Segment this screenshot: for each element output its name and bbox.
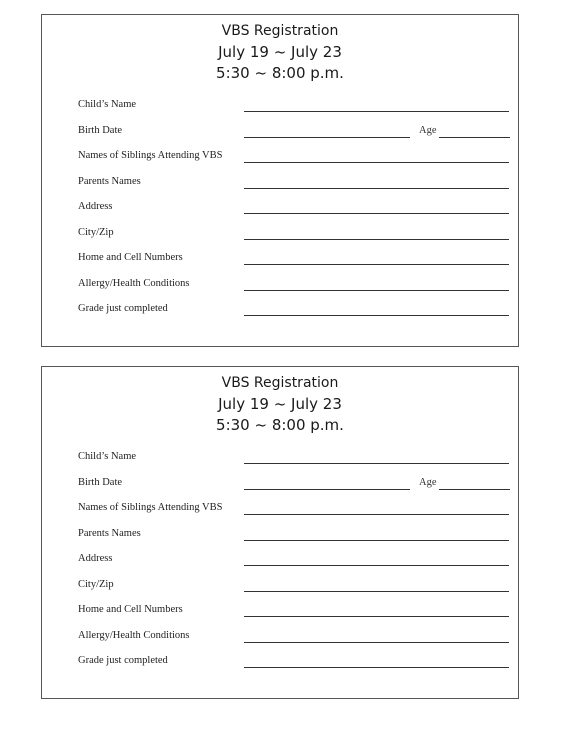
age-label: Age: [419, 124, 437, 136]
field-row-parents: [78, 526, 508, 552]
address-blank[interactable]: [244, 213, 509, 214]
parents-blank[interactable]: [244, 540, 509, 541]
siblings-blank[interactable]: [244, 162, 509, 163]
field-row-allergy: [78, 628, 508, 654]
field-row-siblings: [78, 148, 508, 174]
birth-date-blank[interactable]: [244, 137, 410, 138]
field-row-grade: [78, 653, 508, 679]
card-header: [42, 21, 518, 84]
event-time: 5:30 ~ 8:00 p.m.: [216, 416, 344, 434]
field-row-address: [78, 551, 508, 577]
registration-card: [41, 14, 519, 347]
field-row-siblings: [78, 500, 508, 526]
city-zip-blank[interactable]: [244, 591, 509, 592]
field-row-city-zip: [78, 577, 508, 603]
city-zip-label: City/Zip: [78, 578, 114, 590]
field-row-childs-name: [78, 97, 508, 123]
phones-label: Home and Cell Numbers: [78, 604, 183, 615]
siblings-label: Names of Siblings Attending VBS: [78, 150, 223, 161]
parents-blank[interactable]: [244, 188, 509, 189]
allergy-blank[interactable]: [244, 642, 509, 643]
parents-label: Parents Names: [78, 175, 141, 187]
phones-label: Home and Cell Numbers: [78, 252, 183, 263]
address-label: Address: [78, 201, 113, 212]
grade-blank[interactable]: [244, 315, 509, 316]
field-row-phones: [78, 250, 508, 276]
field-row-grade: [78, 301, 508, 327]
field-row-phones: [78, 602, 508, 628]
form-title: VBS Registration: [221, 375, 339, 391]
age-label: Age: [419, 476, 437, 488]
field-row-city-zip: [78, 225, 508, 251]
field-row-birth-date: [78, 475, 508, 501]
childs-name-blank[interactable]: [244, 111, 509, 112]
event-dates: July 19 ~ July 23: [218, 395, 342, 413]
address-label: Address: [78, 553, 113, 564]
age-blank[interactable]: [439, 489, 510, 490]
field-row-address: [78, 199, 508, 225]
siblings-blank[interactable]: [244, 514, 509, 515]
form-title: VBS Registration: [221, 23, 339, 39]
allergy-blank[interactable]: [244, 290, 509, 291]
registration-card: [41, 366, 519, 699]
card-header: [42, 373, 518, 436]
childs-name-label: Child’s Name: [78, 99, 137, 110]
birth-date-label: Birth Date: [78, 476, 123, 488]
field-row-allergy: [78, 276, 508, 302]
event-dates: July 19 ~ July 23: [218, 43, 342, 61]
form-fields: [78, 97, 508, 327]
age-blank[interactable]: [439, 137, 510, 138]
siblings-label: Names of Siblings Attending VBS: [78, 502, 223, 513]
birth-date-blank[interactable]: [244, 489, 410, 490]
birth-date-label: Birth Date: [78, 124, 123, 136]
event-time: 5:30 ~ 8:00 p.m.: [216, 64, 344, 82]
form-fields: [78, 449, 508, 679]
address-blank[interactable]: [244, 565, 509, 566]
city-zip-blank[interactable]: [244, 239, 509, 240]
phones-blank[interactable]: [244, 616, 509, 617]
childs-name-blank[interactable]: [244, 463, 509, 464]
grade-label: Grade just completed: [78, 655, 168, 666]
field-row-childs-name: [78, 449, 508, 475]
grade-blank[interactable]: [244, 667, 509, 668]
parents-label: Parents Names: [78, 527, 141, 539]
childs-name-label: Child’s Name: [78, 451, 137, 462]
phones-blank[interactable]: [244, 264, 509, 265]
field-row-parents: [78, 174, 508, 200]
allergy-label: Allergy/Health Conditions: [78, 277, 190, 289]
grade-label: Grade just completed: [78, 303, 168, 314]
city-zip-label: City/Zip: [78, 226, 114, 238]
field-row-birth-date: [78, 123, 508, 149]
allergy-label: Allergy/Health Conditions: [78, 629, 190, 641]
